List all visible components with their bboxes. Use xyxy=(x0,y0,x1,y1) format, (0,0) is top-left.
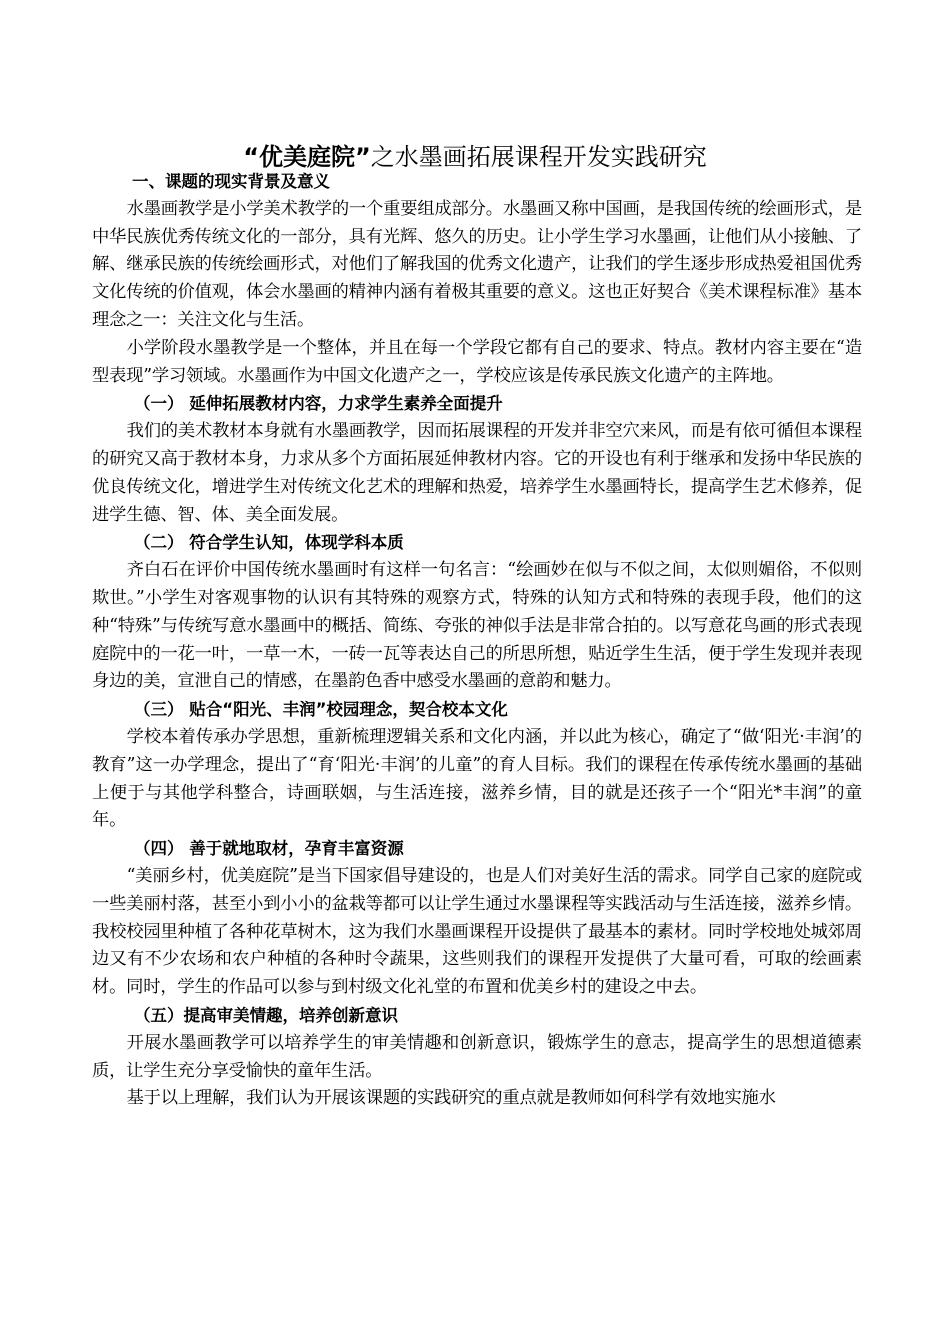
paragraph: “美丽乡村，优美庭院”是当下国家倡导建设的，也是人们对美好生活的需求。同学自己家的庭院或一些美丽村落，甚至小到小小的盆栽等都可以让学生通过水墨课程等实践活动与生活连接，滋养乡情。我校校园里种植了各种花草树木，这为我们水墨画课程开设提供了最基本的素材。同时学校地处城郊周边又有不少农场和农户种植的各种时令蔬果，这些则我们的课程开发提供了大量可看，可取的绘画素材。同时，学生的作品可以参与到村级文化礼堂的布置和优美乡村的建设之中去。 xyxy=(92,865,862,998)
subsection-heading: （四） 善于就地取材，孕育丰富资源 xyxy=(134,839,404,859)
subsection-heading: （二） 符合学生认知，体现学科本质 xyxy=(134,533,404,553)
section-heading: 一、课题的现实背景及意义 xyxy=(132,172,330,191)
paragraph: 学校本着传承办学思想，重新梳理逻辑关系和文化内涵，并以此为核心，确定了“做‘阳光·丰润’的教育”这一办学理念，提出了“育‘阳光·丰润’的儿童”的育人目标。我们的课程在传承传统水墨画的基础上便于与其他学科整合，诗画联姻，与生活连接，滋养乡情，目的就是还孩子一个“阳光*丰润”的童年。 xyxy=(92,726,862,831)
paragraph: 齐白石在评价中国传统水墨画时有这样一句名言：“绘画妙在似与不似之间，太似则媚俗，不似则欺世。”小学生对客观事物的认识有其特殊的观察方式，特殊的认知方式和特殊的表现手段，他们的这种“特殊”与传统写意水墨画中的概括、简练、夸张的神似手法是非常合拍的。以写意花鸟画的形式表现庭院中的一花一叶，一草一木，一砖一瓦等表达自己的所思所想，贴近学生生活，便于学生发现并表现身边的美，宣泄自己的情感，在墨韵色香中感受水墨画的意韵和魅力。 xyxy=(92,560,862,692)
document-body xyxy=(92,168,862,1113)
paragraph: 开展水墨画教学可以培养学生的审美情趣和创新意识，锻炼学生的意志，提高学生的思想道德素质，让学生充分享受愉快的童年生活。 xyxy=(92,1032,862,1081)
paragraph: 小学阶段水墨教学是一个整体，并且在每一个学段它都有自己的要求、特点。教材内容主要在“造型表现”学习领域。水墨画作为中国文化遗产之一，学校应该是传承民族文化遗产的主阵地。 xyxy=(92,337,862,386)
paragraph: 我们的美术教材本身就有水墨画教学，因而拓展课程的开发并非空穴来风，而是有依可循但本课程的研究又高于教材本身，力求从多个方面拓展延伸教材内容。它的开设也有利于继承和发扬中华民族的优良传统文化，增进学生对传统文化艺术的理解和热爱，培养学生水墨画特长，提高学生艺术修养，促进学生德、智、体、美全面发展。 xyxy=(92,421,862,525)
title-rest: 之水墨画拓展课程开发实践研究 xyxy=(370,143,707,171)
subsection-heading: （一） 延伸拓展教材内容，力求学生素养全面提升 xyxy=(134,394,503,414)
paragraph: 基于以上理解，我们认为开展该课题的实践研究的重点就是教师如何科学有效地实施水 xyxy=(126,1088,776,1109)
subsection-heading: （三） 贴合“阳光、丰润”校园理念，契合校本文化 xyxy=(134,700,508,720)
paragraph: 水墨画教学是小学美术教学的一个重要组成部分。水墨画又称中国画，是我国传统的绘画形式，是中华民族优秀传统文化的一部分，具有光辉、悠久的历史。让小学生学习水墨画，让他们从小接触、了解、继承民族的传统绘画形式，对他们了解我国的优秀文化遗产，让我们的学生逐步形成热爱祖国优秀文化传统的价值观，体会水墨画的精神内涵有着极其重要的意义。这也正好契合《美术课程标准》基本理念之一：关注文化与生活。 xyxy=(92,198,862,330)
subsection-heading: （五）提高审美情趣，培养创新意识 xyxy=(134,1005,398,1025)
title-quoted-part: “优美庭院” xyxy=(243,143,371,171)
